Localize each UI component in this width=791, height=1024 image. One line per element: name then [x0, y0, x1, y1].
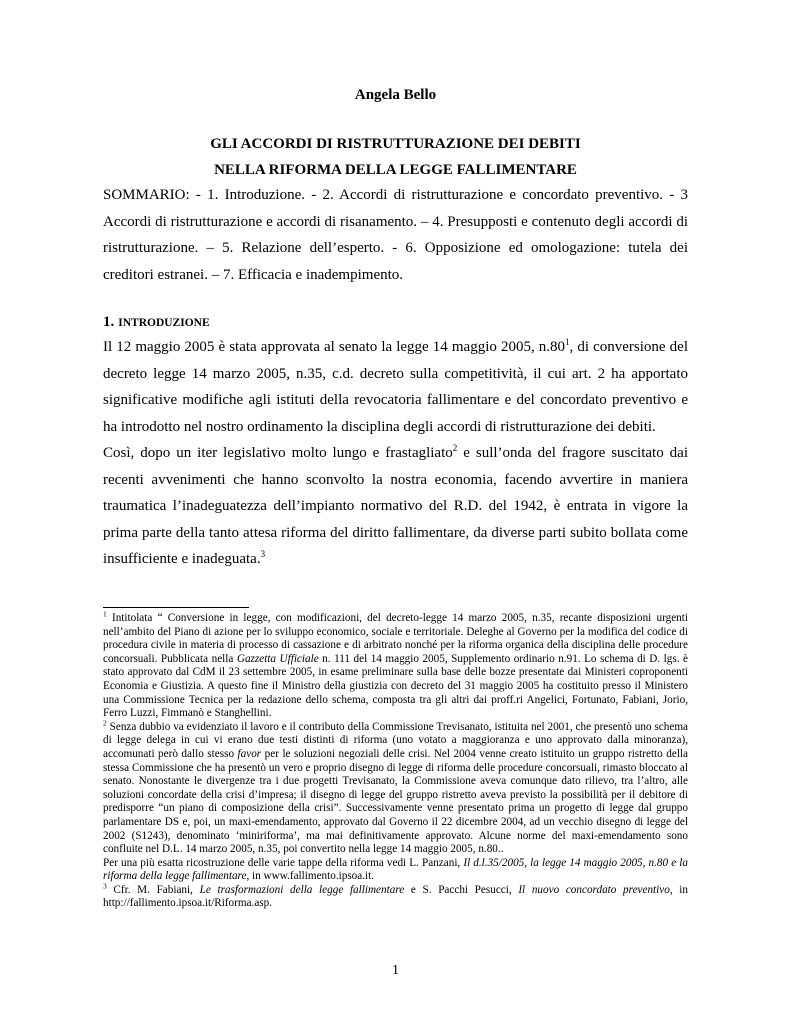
footnote-2-italic-2: Il d.l.35/2005, la legge 14 maggio 2005, n.80 e la riforma della legge fallimentare, [103, 856, 688, 883]
footnote-2-text-d: in www.fallimento.ipsoa.it. [249, 870, 375, 883]
footnote-1 [103, 609, 688, 721]
footnote-3-italic: Le trasformazioni della legge fallimentare [199, 883, 405, 896]
introduction-body [103, 334, 688, 573]
footnote-ref-2: 2 [452, 443, 458, 453]
footnote-2-text-c: Per una più esatta ricostruzione delle varie tappe della riforma vedi L. Panzani, [103, 856, 464, 869]
footnote-3-italic-2: Il nuovo concordato preventivo, [518, 883, 673, 896]
para1-text-a: Il 12 maggio 2005 è stata approvata al senato la legge 14 maggio 2005, n.80 [103, 339, 566, 355]
footnote-3-text-b: e S. Pacchi Pesucci, [404, 883, 519, 896]
footnote-3 [103, 881, 689, 911]
footnote-2 [103, 718, 689, 857]
footnote-3-text-c: in http://fallimento.ipsoa.it/Riforma.asp. [103, 883, 689, 910]
footnote-1-italic: Gazzetta Ufficiale [236, 652, 319, 665]
footnote-2-number: 2 [103, 718, 107, 728]
footnote-2-italic: favor [237, 747, 262, 760]
summary-paragraph: SOMMARIO: - 1. Introduzione. - 2. Accordi di ristrutturazione e concordato preventivo. - 3 Accordi di ristrutturazione e accordi di risanamento. – 4. Presupposti e contenuto degli accordi di ristrutturazione. – 5. Relazione dell’esperto. - 6. Opposizione ed omologazione: tutela dei creditori estranei. – 7. Efficacia e inadempimento. [103, 187, 688, 283]
section-number: 1. [103, 314, 115, 330]
footnotes [103, 609, 689, 911]
para1-text-b: , di conversione del decreto legge 14 marzo 2005, n.35, c.d. decreto sulla competitività, il cui art. 2 ha apportato significative modifiche agli istituti della revocatoria fallimentare e del concordato preventivo e ha introdotto nel nostro ordinamento la disciplina degli accordi di ristrutturazione dei debiti. [103, 339, 688, 435]
footnote-3-number: 3 [103, 881, 107, 891]
title-line-2: NELLA RIFORMA DELLA LEGGE FALLIMENTARE [214, 162, 577, 178]
footnote-2-text-a: Senza dubbio va evidenziato il lavoro e il contributo della Commissione Trevisanato, istituita nel 2001, che presentò uno schema di legge delega in cui vi erano due testi distinti di riforma (uno votato a maggioranza e uno approvato dalla minoranza), accomunati però dallo stesso [103, 720, 688, 760]
title-line-1: GLI ACCORDI DI RISTRUTTURAZIONE DEI DEBITI [210, 136, 581, 152]
section-label: INTRODUZIONE [118, 317, 210, 329]
para2-text-a: Così, dopo un iter legislativo molto lungo e frastagliato [103, 445, 453, 461]
footnote-3-text-a: Cfr. M. Fabiani, [106, 883, 200, 896]
footnote-1-text-a: Intitolata “ Conversione in legge, con modificazioni, del decreto-legge 14 marzo 2005, n.35, recante disposizioni urgenti nell’ambito del Piano di azione per lo sviluppo economico, sociale e territoriale. Deleghe al Governo per la modifica del codice di procedura civile in materia di processo di cassazione e di arbitrato nonché per la riforma organica della disciplina delle procedure concorsuali. Pubblicata nella [103, 612, 688, 665]
page-number: 1 [392, 963, 399, 978]
author-name: Angela Bello [354, 87, 437, 103]
para2-text-b: e sull’onda del fragore suscitato dai recenti avvenimenti che hanno sconvolto la nostra economia, facendo avvertire in maniera traumatica l’inadeguatezza dell’impianto normativo del R.D. del 1942, è entrata in vigore la prima parte della tanto attesa riforma del diritto fallimentare, da diverse parti subito bollata come insufficiente e inadeguata. [103, 445, 688, 567]
footnote-2-text-b: per le soluzioni negoziali delle crisi. Nel 2004 venne creato istituito un gruppo ristretto della stessa Commissione che ha presentò un vero e proprio disegno di legge di riforma delle procedure concorsuali, rimasto bloccato al senato. Nonostante le divergenze tra i due progetti Trevisanato, la Commissione aveva comunque dato rilievo, tra l’altro, alle soluzioni concordate della crisi d’impresa; il disegno di legge del gruppo ristretto aveva previsto la possibilità per il debitore di predisporre “un piano di composizione della crisi”. Successivamente venne presentato prima un progetto di legge dal gruppo parlamentare DS e, poi, un maxi-emendamento, approvato dal Governo il 22 dicembre 2004, ad un vecchio disegno di legge del 2002 (S1243), denominato ‘miniriforma’, ma mai definitivamente approvato. Alcune norme del maxi-emendamento sono confluite nel D.L. 14 marzo 2005, n.35, poi convertito nella legge 14 maggio 2005, n.80.. [103, 747, 689, 856]
section-heading [103, 313, 210, 331]
footnote-2-continuation [103, 857, 688, 884]
footnote-1-number: 1 [103, 609, 107, 619]
footnote-ref-3: 3 [260, 549, 266, 559]
footnote-1-text-b: n. 111 del 14 maggio 2005, Supplemento ordinario n.91. Lo schema di D. lgs. è stato approvato dal CdM il 23 settembre 2005, in esame preliminare sulla base delle bozze presentate dai Ministeri coproponenti Economia e Giustizia. A questo fine il Ministro della giustizia con decreto del 31 maggio 2005 ha costituito presso il Ministero una Commissione Tecnica per la redazione dello schema, composta tra gli altri dai proff.ri Angelici, Fortunato, Fabiani, Jorio, Ferro Luzzi, Fimmanò e Stanghellini. [103, 652, 688, 720]
footnote-ref-1: 1 [565, 337, 570, 347]
paragraph-1 [103, 334, 688, 440]
paragraph-2 [103, 440, 688, 573]
footnote-separator [103, 607, 249, 608]
